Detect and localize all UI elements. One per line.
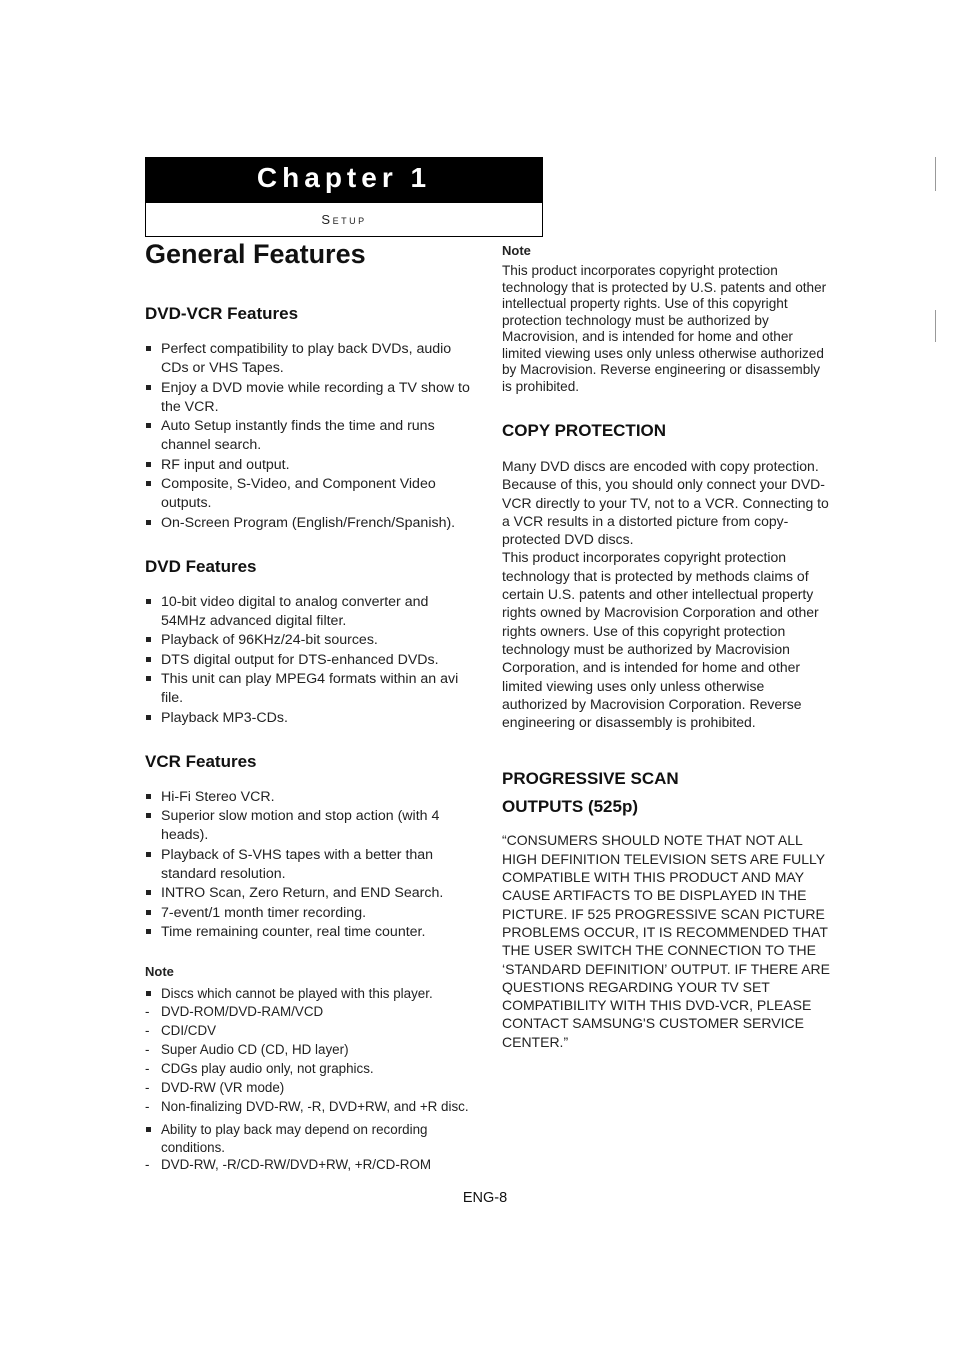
list-item: Perfect compatibility to play back DVDs, audio CDs or VHS Tapes. bbox=[145, 340, 475, 378]
chapter-header bbox=[145, 157, 543, 237]
note-item-text: Discs which cannot be played with this player. bbox=[161, 986, 433, 1001]
list-item: Time remaining counter, real time counter. bbox=[145, 923, 475, 942]
note-left-list-2 bbox=[145, 1121, 475, 1157]
vcr-features-heading: VCR Features bbox=[145, 751, 257, 771]
list-item: On-Screen Program (English/French/Spanish). bbox=[145, 514, 475, 533]
list-item: 7-event/1 month timer recording. bbox=[145, 904, 475, 923]
copy-protection-heading: COPY PROTECTION bbox=[502, 421, 667, 440]
page-number: ENG-8 bbox=[462, 1190, 508, 1206]
dvd-features-heading: DVD Features bbox=[145, 556, 257, 576]
progressive-scan-heading bbox=[502, 765, 832, 821]
list-item: - DVD-RW, -R/CD-RW/DVD+RW, +R/CD-ROM bbox=[145, 1157, 475, 1173]
dvd-vcr-features-heading: DVD-VCR Features bbox=[145, 304, 299, 323]
progressive-scan-text: “CONSUMERS SHOULD NOTE THAT NOT ALL HIGH DEFINITION TELEVISION SETS ARE FULLY COMPATIBLE WITH THIS PRODUCT AND MAY CAUSE ARTIFACTS TO BE DISPLAYED IN THE PICTURE. IF 525 PROGRESSIVE SCAN PICTURE PROBLEMS OCCUR, IT IS RECOMMENDED THAT THE USER SWITCH THE CONNECTION TO THE ‘STANDARD DEFINITION’ OUTPUT. IF THERE ARE QUESTIONS REGARDING YOUR TV SET COMPATIBILITY WITH THIS DVD-VCR, PLEASE CONTACT SAMSUNG'S CUSTOMER SERVICE CENTER.” bbox=[502, 832, 830, 1050]
page-title: General Features bbox=[145, 239, 366, 269]
list-item: - Super Audio CD (CD, HD layer) bbox=[145, 1042, 475, 1058]
note-right-heading: Note bbox=[502, 243, 531, 258]
list-item: Playback of 96KHz/24-bit sources. bbox=[145, 631, 475, 650]
list-item: - DVD-ROM/DVD-RAM/VCD bbox=[145, 1004, 475, 1020]
list-item: Playback MP3-CDs. bbox=[145, 709, 475, 728]
list-item: Hi-Fi Stereo VCR. bbox=[145, 788, 475, 807]
list-item bbox=[145, 1121, 475, 1157]
dvd-vcr-features-list bbox=[145, 340, 475, 533]
list-item: Composite, S-Video, and Component Video outputs. bbox=[145, 475, 475, 513]
right-column bbox=[502, 242, 832, 1051]
copy-protection-para1: Many DVD discs are encoded with copy protection. Because of this, you should only connect your DVD-VCR directly to your TV, not to a VCR. Connecting to a VCR results in a distorted picture from copy-protected DVD discs. bbox=[502, 458, 829, 548]
chapter-title: Chapter 1 bbox=[146, 158, 542, 203]
chapter-subtitle: Setup bbox=[321, 212, 367, 227]
progressive-heading-line1: PROGRESSIVE SCAN bbox=[502, 769, 679, 789]
list-item: RF input and output. bbox=[145, 456, 475, 475]
note-right-text: This product incorporates copyright protection technology that is protected by U.S. patents and other intellectual property rights. Use of this copyright protection technology must be authorized by Macrovision, and is intended for home and other limited viewing uses only unless otherwise authorized by Macrovision. Reverse engineering or disassembly is prohibited. bbox=[502, 263, 827, 394]
list-item: - DVD-RW (VR mode) bbox=[145, 1080, 475, 1096]
crop-mark bbox=[935, 310, 936, 342]
crop-mark bbox=[935, 157, 936, 191]
note-left-sublist bbox=[145, 1004, 475, 1115]
list-item: - CDI/CDV bbox=[145, 1023, 475, 1039]
list-item: This unit can play MPEG4 formats within an avi file. bbox=[145, 670, 475, 708]
copy-protection-para2: This product incorporates copyright protection technology that is protected by methods claims of certain U.S. patents and other intellectual property rights owned by Macrovision Corporation and other rights owners. Use of this copyright protection technology must be authorized by Macrovision Corporation, and is intended for home and other limited viewing uses only unless otherwise authorized by Macrovision Corporation. Reverse engineering or disassembly is prohibited. bbox=[502, 549, 819, 731]
progressive-heading-line2: OUTPUTS (525p) bbox=[502, 797, 639, 817]
note-left-heading: Note bbox=[145, 964, 174, 979]
list-item: 10-bit video digital to analog converter and 54MHz advanced digital filter. bbox=[145, 593, 475, 631]
vcr-features-list bbox=[145, 788, 475, 943]
list-item: DTS digital output for DTS-enhanced DVDs. bbox=[145, 651, 475, 670]
list-item: Superior slow motion and stop action (with 4 heads). bbox=[145, 807, 475, 845]
list-item: Enjoy a DVD movie while recording a TV show to the VCR. bbox=[145, 379, 475, 417]
note-item-text: Ability to play back may depend on recording conditions. bbox=[161, 1121, 428, 1155]
left-column bbox=[145, 300, 475, 1176]
list-item bbox=[145, 985, 475, 1003]
list-item: - CDGs play audio only, not graphics. bbox=[145, 1061, 475, 1077]
list-item: INTRO Scan, Zero Return, and END Search. bbox=[145, 884, 475, 903]
list-item: Auto Setup instantly finds the time and runs channel search. bbox=[145, 417, 475, 455]
note-left-sublist-2 bbox=[145, 1157, 475, 1173]
dvd-features-list bbox=[145, 593, 475, 728]
note-left-list bbox=[145, 985, 475, 1003]
list-item: Playback of S-VHS tapes with a better than standard resolution. bbox=[145, 846, 475, 884]
list-item: - Non-finalizing DVD-RW, -R, DVD+RW, and +R disc. bbox=[145, 1099, 475, 1115]
